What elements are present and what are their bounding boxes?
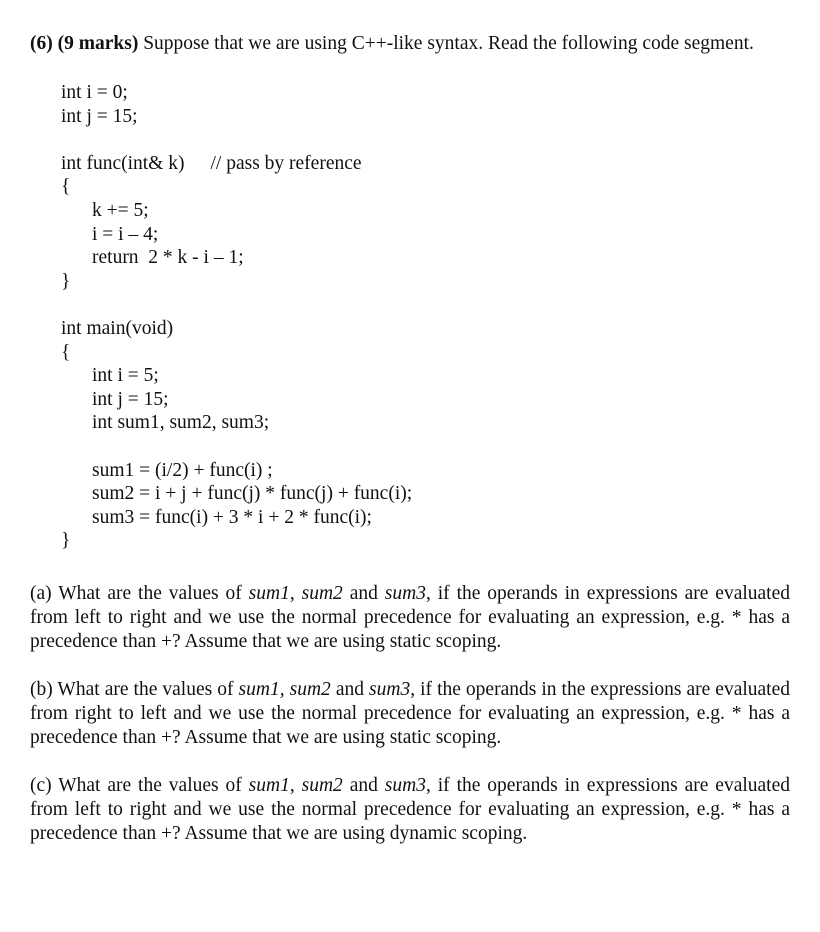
code-line-global-j: int j = 15; [61,105,138,127]
code-line-main-stmt: sum1 = (i/2) + func(i) ; [92,459,273,481]
code-line-global-i: int i = 0; [61,82,128,103]
question-number: (6) [30,33,53,54]
question-intro [30,32,790,56]
code-segment [30,81,790,553]
code-line-func-signature [61,152,790,176]
code-line-func-body: return 2 * k - i – 1; [92,247,244,269]
var-sum1: sum1 [248,774,290,796]
part-a: (a) What are the values of sum1, sum2 and sum3, if the operands in expressions are evaluated from left to right and we use the normal precedence for evaluating an expression, e.g. * has a precedence than +? Assume that we are using static scoping. [30,582,791,652]
part-a-text: , if the operands in expressions are evaluated from left to right and we use the normal precedence for evaluating an expression, e.g. * has a precedence than +? Assume that we are using static scoping. [30,582,791,652]
code-line-main-open: { [61,341,71,363]
var-sum2: sum2 [301,582,343,604]
code-line-main-stmt: sum3 = func(i) + 3 * i + 2 * func(i); [92,506,372,528]
var-sum1: sum1 [248,582,290,604]
code-line-main-decl: int j = 15; [92,388,169,410]
question-intro-text: Suppose that we are using C++-like syntax. Read the following code segment. [143,33,754,54]
part-c-text: , if the operands in expressions are evaluated from left to right and we use the normal precedence for evaluating an expression, e.g. * has a precedence than +? Assume that we are using dynamic scoping. [30,774,791,844]
var-sum3: sum3 [384,774,426,796]
code-line-main-stmt: sum2 = i + j + func(j) * func(j) + func(i); [92,483,413,505]
func-signature: int func(int& k) [61,152,185,174]
code-line-func-body: k += 5; [92,199,149,221]
part-a-label: (a) What are the values of [30,582,249,604]
func-comment: // pass by reference [210,152,362,174]
question-parts [30,582,790,846]
question-marks: (9 marks) [57,33,139,54]
part-b-text: , if the operands in the expressions are evaluated from right to left and we use the normal precedence for evaluating an expression, e.g. * has a precedence than +? Assume that we are using static scoping. [30,678,790,748]
code-line-main-close: } [61,530,71,552]
code-line-main-signature: int main(void) [61,317,174,339]
var-sum2: sum2 [301,774,343,796]
var-sum3: sum3 [384,582,426,604]
var-sum2: sum2 [289,678,331,700]
part-c: (c) What are the values of sum1, sum2 and sum3, if the operands in expressions are evaluated from left to right and we use the normal precedence for evaluating an expression, e.g. * has a precedence than +? Assume that we are using dynamic scoping. [30,774,791,844]
code-line-func-close: } [61,270,71,292]
code-line-main-decl: int i = 5; [92,365,159,387]
part-b-label: (b) What are the values of [30,678,239,700]
code-line-func-open: { [61,176,71,198]
part-c-label: (c) What are the values of [30,774,249,796]
code-line-main-decl: int sum1, sum2, sum3; [92,412,270,434]
question-page [30,32,790,846]
var-sum1: sum1 [238,678,280,700]
code-line-func-body: i = i – 4; [92,223,159,245]
var-sum3: sum3 [369,678,411,700]
part-b: (b) What are the values of sum1, sum2 and sum3, if the operands in the expressions are evaluated from right to left and we use the normal precedence for evaluating an expression, e.g. * has a precedence than +? Assume that we are using static scoping. [30,678,790,748]
